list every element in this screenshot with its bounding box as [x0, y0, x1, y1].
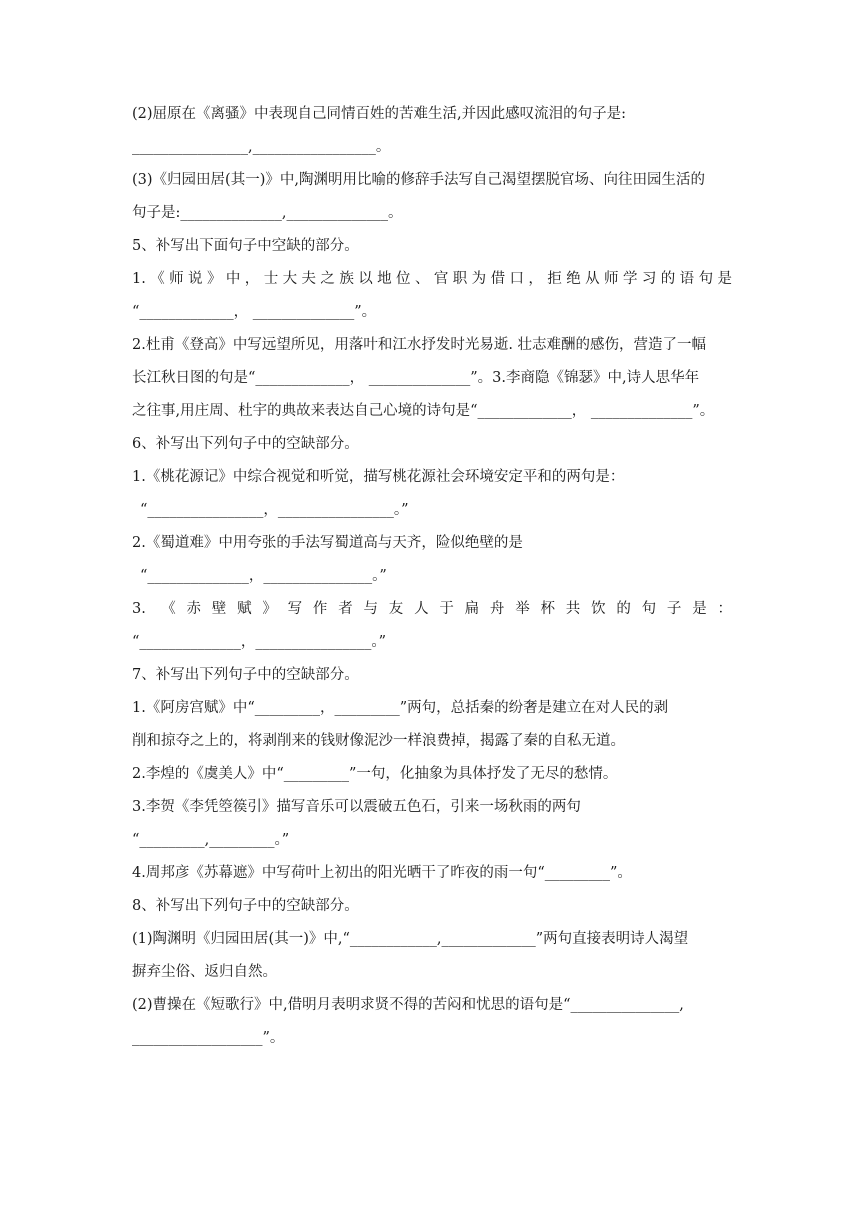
answer-blank-line: __________________”。	[132, 1030, 285, 1046]
question-heading: 5、补写出下面句子中空缺的部分。	[132, 238, 359, 254]
text-line: 1.《师说》中，士大夫之族以地位、官职为借口，拒绝从师学习的语句是	[132, 271, 732, 287]
document-body	[132, 98, 732, 1055]
text-line: (1)陶渊明《归园田居(其一)》中,“____________,_____________”两句直接表明诗人渴望	[132, 931, 689, 947]
text-line: 2.李煌的《虞美人》中“_________”一句，化抽象为具体抒发了无尽的愁情。	[132, 766, 618, 782]
text-line: 2.杜甫《登高》中写远望所见，用落叶和江水抒发时光易逝. 壮志难酬的感伤，营造了一幅	[132, 337, 707, 353]
text-line: 摒弃尘俗、返归自然。	[132, 964, 277, 980]
text-line: 1.《阿房宫赋》中“_________，_________”两句，总括秦的纷奢是建立在对人民的剥	[132, 700, 669, 716]
answer-blank-line: “______________，_______________。”	[140, 568, 387, 584]
text-line: 之往事,用庄周、杜宇的典故来表达自己心境的诗句是“_____________， ______________”。	[132, 403, 715, 419]
answer-blank-line: ________________,_________________。	[132, 139, 391, 155]
answer-blank-line: “_________,_________。”	[132, 832, 290, 848]
text-line: (3)《归园田居(其一)》中,陶渊明用比喻的修辞手法写自己渴望摆脱官场、向往田园生活的	[132, 172, 705, 188]
text-line: 1.《桃花源记》中综合视觉和听觉，描写桃花源社会环境安定平和的两句是：	[132, 469, 625, 485]
text-line: 长江秋日图的句是“_____________， ______________”。3.李商隐《锦瑟》中,诗人思华年	[132, 370, 700, 386]
answer-blank-line: “_____________， ______________”。	[132, 304, 377, 320]
question-heading: 7、补写出下列句子中的空缺部分。	[132, 667, 359, 683]
question-heading: 8、补写出下列句子中的空缺部分。	[132, 898, 359, 914]
text-line: (2)屈原在《离骚》中表现自己同情百姓的苦难生活,并因此感叹流泪的句子是:	[132, 106, 627, 122]
answer-blank-line: “______________，________________。”	[132, 634, 387, 650]
answer-blank-line: 句子是:______________,______________。	[132, 205, 403, 221]
text-line: (2)曹操在《短歌行》中,借明月表明求贤不得的苦闷和忧思的语句是“_______________,	[132, 997, 684, 1013]
text-line: 2.《蜀道难》中用夸张的手法写蜀道高与天齐，险似绝壁的是	[132, 535, 523, 551]
text-line: 4.周邦彦《苏幕遮》中写荷叶上初出的阳光晒干了昨夜的雨一句“_________”。	[132, 865, 632, 881]
question-heading: 6、补写出下列句子中的空缺部分。	[132, 436, 359, 452]
answer-blank-line: “________________，________________。”	[140, 502, 409, 518]
text-line: 削和掠夺之上的，将剥削来的钱财像泥沙一样浪费掉，揭露了秦的自私无道。	[132, 733, 625, 749]
text-line: 3. 《赤壁赋》写作者与友人于扁舟举杯共饮的句子是：	[132, 601, 732, 617]
text-line: 3.李贺《李凭箜篌引》描写音乐可以震破五色石，引来一场秋雨的两句	[132, 799, 581, 815]
